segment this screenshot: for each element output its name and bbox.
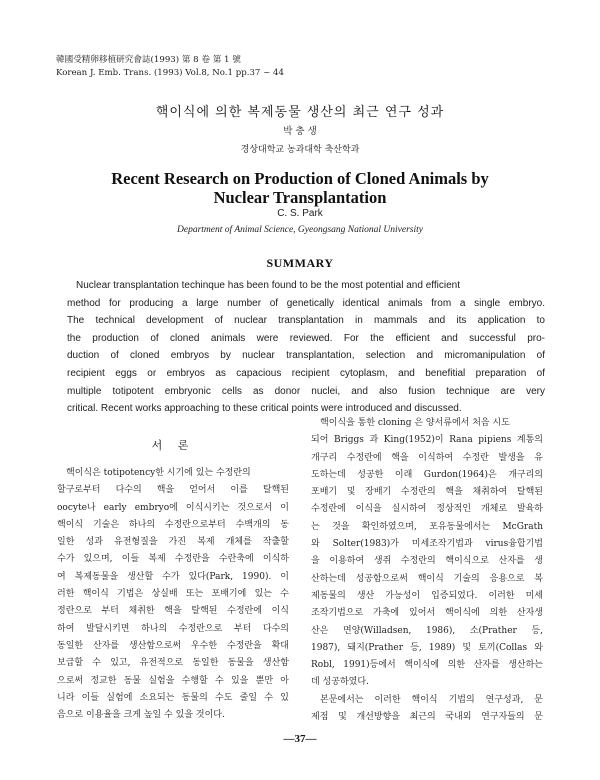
summary-heading: SUMMARY <box>266 256 334 270</box>
body-line: 일한 성과 유전형질을 가진 복제 개체를 작출할 <box>57 537 289 548</box>
body-line: 정란으로 부터 채취한 핵을 탈핵된 수정란에 이식 <box>57 606 289 617</box>
body-line: 는 것을 확인하였으며, 포유동물에서는 McGrath <box>311 521 543 532</box>
right-column-body <box>311 415 543 726</box>
body-line: 포배기 및 장배기 수정란의 핵을 채취하여 탈핵된 <box>311 487 543 498</box>
abstract-line: the production of cloned animals were reviewed. For the efficient and successful pro- <box>67 332 545 344</box>
left-column-body <box>57 465 289 724</box>
page-number: —37— <box>283 733 317 745</box>
korean-title: 핵이식에 의한 복제동물 생산의 최근 연구 성과 <box>155 105 445 120</box>
abstract-line: method for producing a large number of genetically identical animals from a single embryo. <box>67 297 545 309</box>
journal-header <box>56 54 284 80</box>
body-line: 와 Solter(1983)가 미세조작기법과 virus융합기법 <box>311 539 543 550</box>
body-line: 산하는데 성공함으로써 핵이식 기술의 응용으로 복 <box>311 573 543 584</box>
body-line: 수가 있으며, 이들 복제 수정란을 수란축에 이식하 <box>57 554 289 565</box>
korean-author: 박 충 생 <box>283 126 317 137</box>
english-title <box>0 169 600 207</box>
english-title-line-1: Recent Research on Production of Cloned Animals by <box>111 169 489 188</box>
introduction-heading: 서 론 <box>151 439 195 452</box>
summary-abstract <box>67 277 545 418</box>
journal-line-korean: 韓國受精卵移植研究會誌(1993) 第 8 卷 第 1 號 <box>56 55 241 65</box>
body-line: 1987), 돼지(Prather 등, 1989) 및 토끼(Collas 와 <box>311 642 543 653</box>
body-line: 동일한 산자를 생산함으로써 우수한 수정란을 확대 <box>57 640 289 651</box>
journal-line-english: Korean J. Emb. Trans. (1993) Vol.8, No.1 pp.37 ~ 44 <box>56 68 284 78</box>
body-line: oocyte나 early embryo에 이식시키는 것으로서 이 <box>57 502 289 513</box>
body-line: 핵이식을 통한 cloning 은 양서류에서 처음 시도 <box>320 418 510 428</box>
body-line: 제동물의 생산 가능성이 입증되었다. 이러한 미세 <box>311 590 543 601</box>
abstract-line: multiple totipotent embryonic cells as donor nuclei, and also fusion technique are very <box>67 385 545 397</box>
body-line: 개구리 수정란에 핵을 이식하여 수정란 발생을 유 <box>311 452 543 463</box>
abstract-line: The technical development of nuclear transplantation in mammals and its application to <box>67 315 545 327</box>
body-line: 제점 및 개선방향을 최근의 국내외 연구자들의 문 <box>311 712 543 723</box>
english-title-line-2: Nuclear Transplantation <box>213 188 387 207</box>
english-affiliation: Department of Animal Science, Gyeongsang National University <box>177 225 423 235</box>
body-line: 보급할 수 있고, 유전적으로 동일한 동물을 생산함 <box>57 658 289 669</box>
body-line: 니라 이들 실험에 소요되는 동물의 수도 줄일 수 있 <box>57 692 289 703</box>
body-line: 으로써 정교한 동물 실험을 수행할 수 있을 뿐만 아 <box>57 675 289 686</box>
body-line: 핵이식은 totipotency한 시기에 있는 수정란의 <box>66 468 251 478</box>
abstract-line: duction of cloned embryos by nuclear transplantation, selection and micromanipulation of <box>67 350 545 362</box>
body-line: 핵이식 기술은 하나의 수정란으로부터 수백개의 동 <box>57 519 289 530</box>
body-line: 산은 면양(Willadsen, 1986), 소(Prather 등, <box>311 625 543 636</box>
body-line: 본문에서는 이러한 핵이식 기법의 연구성과, 문 <box>320 694 543 705</box>
body-line: 할구로부터 다수의 핵을 얻어서 이를 탈핵된 <box>57 485 289 496</box>
body-line: Robl, 1991)등에서 핵이식에 의한 산자를 생산하는 <box>311 660 543 671</box>
body-line: 데 성공하였다. <box>311 677 369 688</box>
korean-affiliation: 경상대학교 농과대학 축산학과 <box>240 145 360 155</box>
body-line: 조작기법으로 가축에 있어서 핵이식에 의한 산자생 <box>311 608 543 619</box>
abstract-line: critical. Recent works approaching to these critical points were introduced and discussed. <box>67 403 462 415</box>
body-line: 수정란에 이식을 실시하여 정상적인 개체로 발육하 <box>311 504 543 515</box>
abstract-line: recipient eggs or embryos as capacious recipient cytoplasm, and benefitial preparation of <box>67 367 545 379</box>
body-line: 음으로 이용율을 크게 높일 수 있을 것이다. <box>57 710 225 721</box>
english-author: C. S. Park <box>277 208 323 219</box>
body-line: 도하는데 성공한 이래 Gurdon(1964)은 개구리의 <box>311 469 543 480</box>
body-line: 하여 발달시키면 하나의 수정란으로 부터 다수의 <box>57 623 289 634</box>
body-line: 여 복제동물을 생산할 수가 있다(Park, 1990). 이 <box>57 571 289 582</box>
abstract-line: Nuclear transplantation techinque has been found to be the most potential and efficient <box>76 280 460 291</box>
body-line: 되어 Briggs 과 King(1952)이 Rana pipiens 계통의 <box>311 435 543 446</box>
body-line: 을 이용하여 생쥐 수정란의 핵이식으로 산자를 생 <box>311 556 543 567</box>
body-line: 러한 핵이식 기법은 상실배 또는 포배기에 있는 수 <box>57 589 289 600</box>
